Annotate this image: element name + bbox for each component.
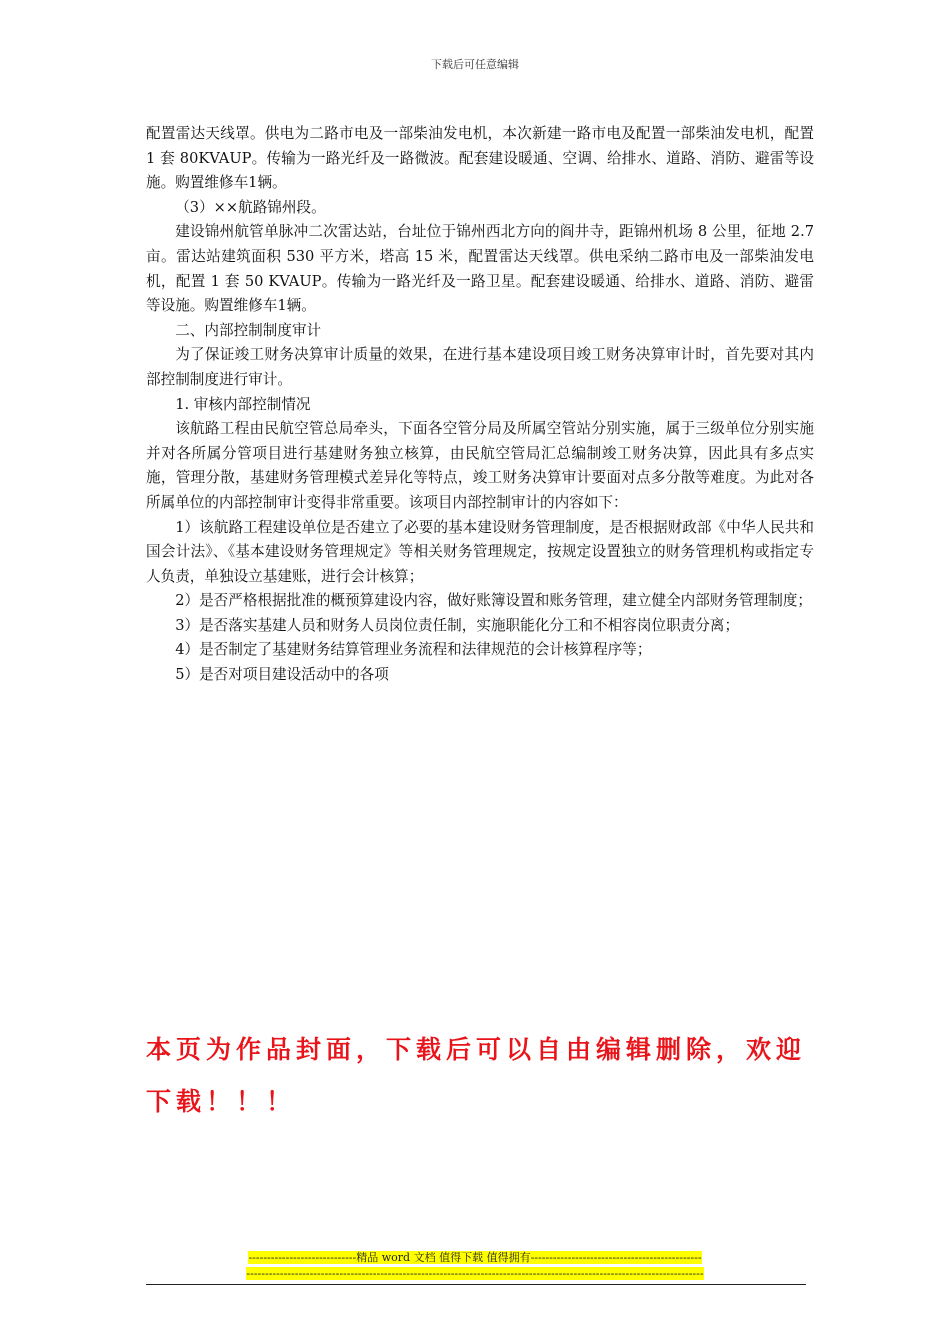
list-item: 3）是否落实基建人员和财务人员岗位责任制，实施职能化分工和不相容岗位职责分离；	[175, 616, 740, 634]
paragraph: 配置雷达天线罩。供电为二路市电及一部柴油发电机，本次新建一路市电及配置一部柴油发电机，配置 1 套 80KVAUP。传输为一路光纤及一路微波。配套建设暖通、空调、给排水、道路、消防、避雷等设施。购置维修车1辆。	[146, 125, 814, 192]
paragraph: 该航路工程由民航空管总局牵头，下面各空管分局及所属空管站分别实施，属于三级单位分别实施并对各所属分管项目进行基建财务独立核算，由民航空管局汇总编制竣工财务决算，因此具有多点实施，管理分散，基建财务管理模式差异化等特点，竣工财务决算审计要面对点多分散等难度。为此对各所属单位的内部控制审计变得非常重要。该项目内部控制审计的内容如下：	[146, 420, 814, 511]
list-item: 4）是否制定了基建财务结算管理业务流程和法律规范的会计核算程序等；	[175, 641, 652, 659]
section-heading: 二、内部控制制度审计	[175, 321, 322, 339]
list-item: 5）是否对项目建设活动中的各项	[175, 666, 389, 684]
document-body	[146, 122, 814, 688]
paragraph: 建设锦州航管单脉冲二次雷达站，台址位于锦州西北方向的阎井寺，距锦州机场 8 公里，征地 2.7 亩。雷达站建筑面积 530 平方米，塔高 15 米，配置雷达天线罩。供电采纳二路市电及一部柴油发电机，配置 1 套 50 KVAUP。传输为一路光纤及一路卫星。配套建设暖通、给排水、道路、消防、避雷等设施。购置维修车1辆。	[146, 223, 814, 315]
footer-banner	[0, 1251, 950, 1265]
page-header: 下载后可任意编辑	[431, 58, 519, 71]
paragraph: 为了保证竣工财务决算审计质量的效果，在进行基本建设项目竣工财务决算审计时，首先要对其内部控制制度进行审计。	[146, 346, 814, 388]
promo-notice: 本页为作品封面，下载后可以自由编辑删除，欢迎下载！！！	[146, 1035, 807, 1116]
subsection-heading: 1. 审核内部控制情况	[175, 395, 311, 413]
footer-dashes	[0, 1267, 950, 1281]
footer-rule	[146, 1284, 806, 1285]
footer-banner-text: -----------------------------精品 word 文档 值得下载 值得拥有----------------------------------------------	[248, 1251, 702, 1264]
list-item: 1）该航路工程建设单位是否建立了必要的基本建设财务管理制度，是否根据财政部《中华人民共和国会计法》、《基本建设财务管理规定》等相关财务管理规定，按规定设置独立的财务管理机构或指定专人负责，单独设立基建账，进行会计核算；	[146, 518, 814, 585]
list-item: 2）是否严格根据批准的概预算建设内容，做好账簿设置和账务管理，建立健全内部财务管理制度；	[175, 592, 813, 610]
footer-dashes-text: ---------------------------------------------------------------------------------------------------------------------------	[246, 1267, 704, 1280]
paragraph: （3）××航路锦州段。	[175, 198, 326, 216]
